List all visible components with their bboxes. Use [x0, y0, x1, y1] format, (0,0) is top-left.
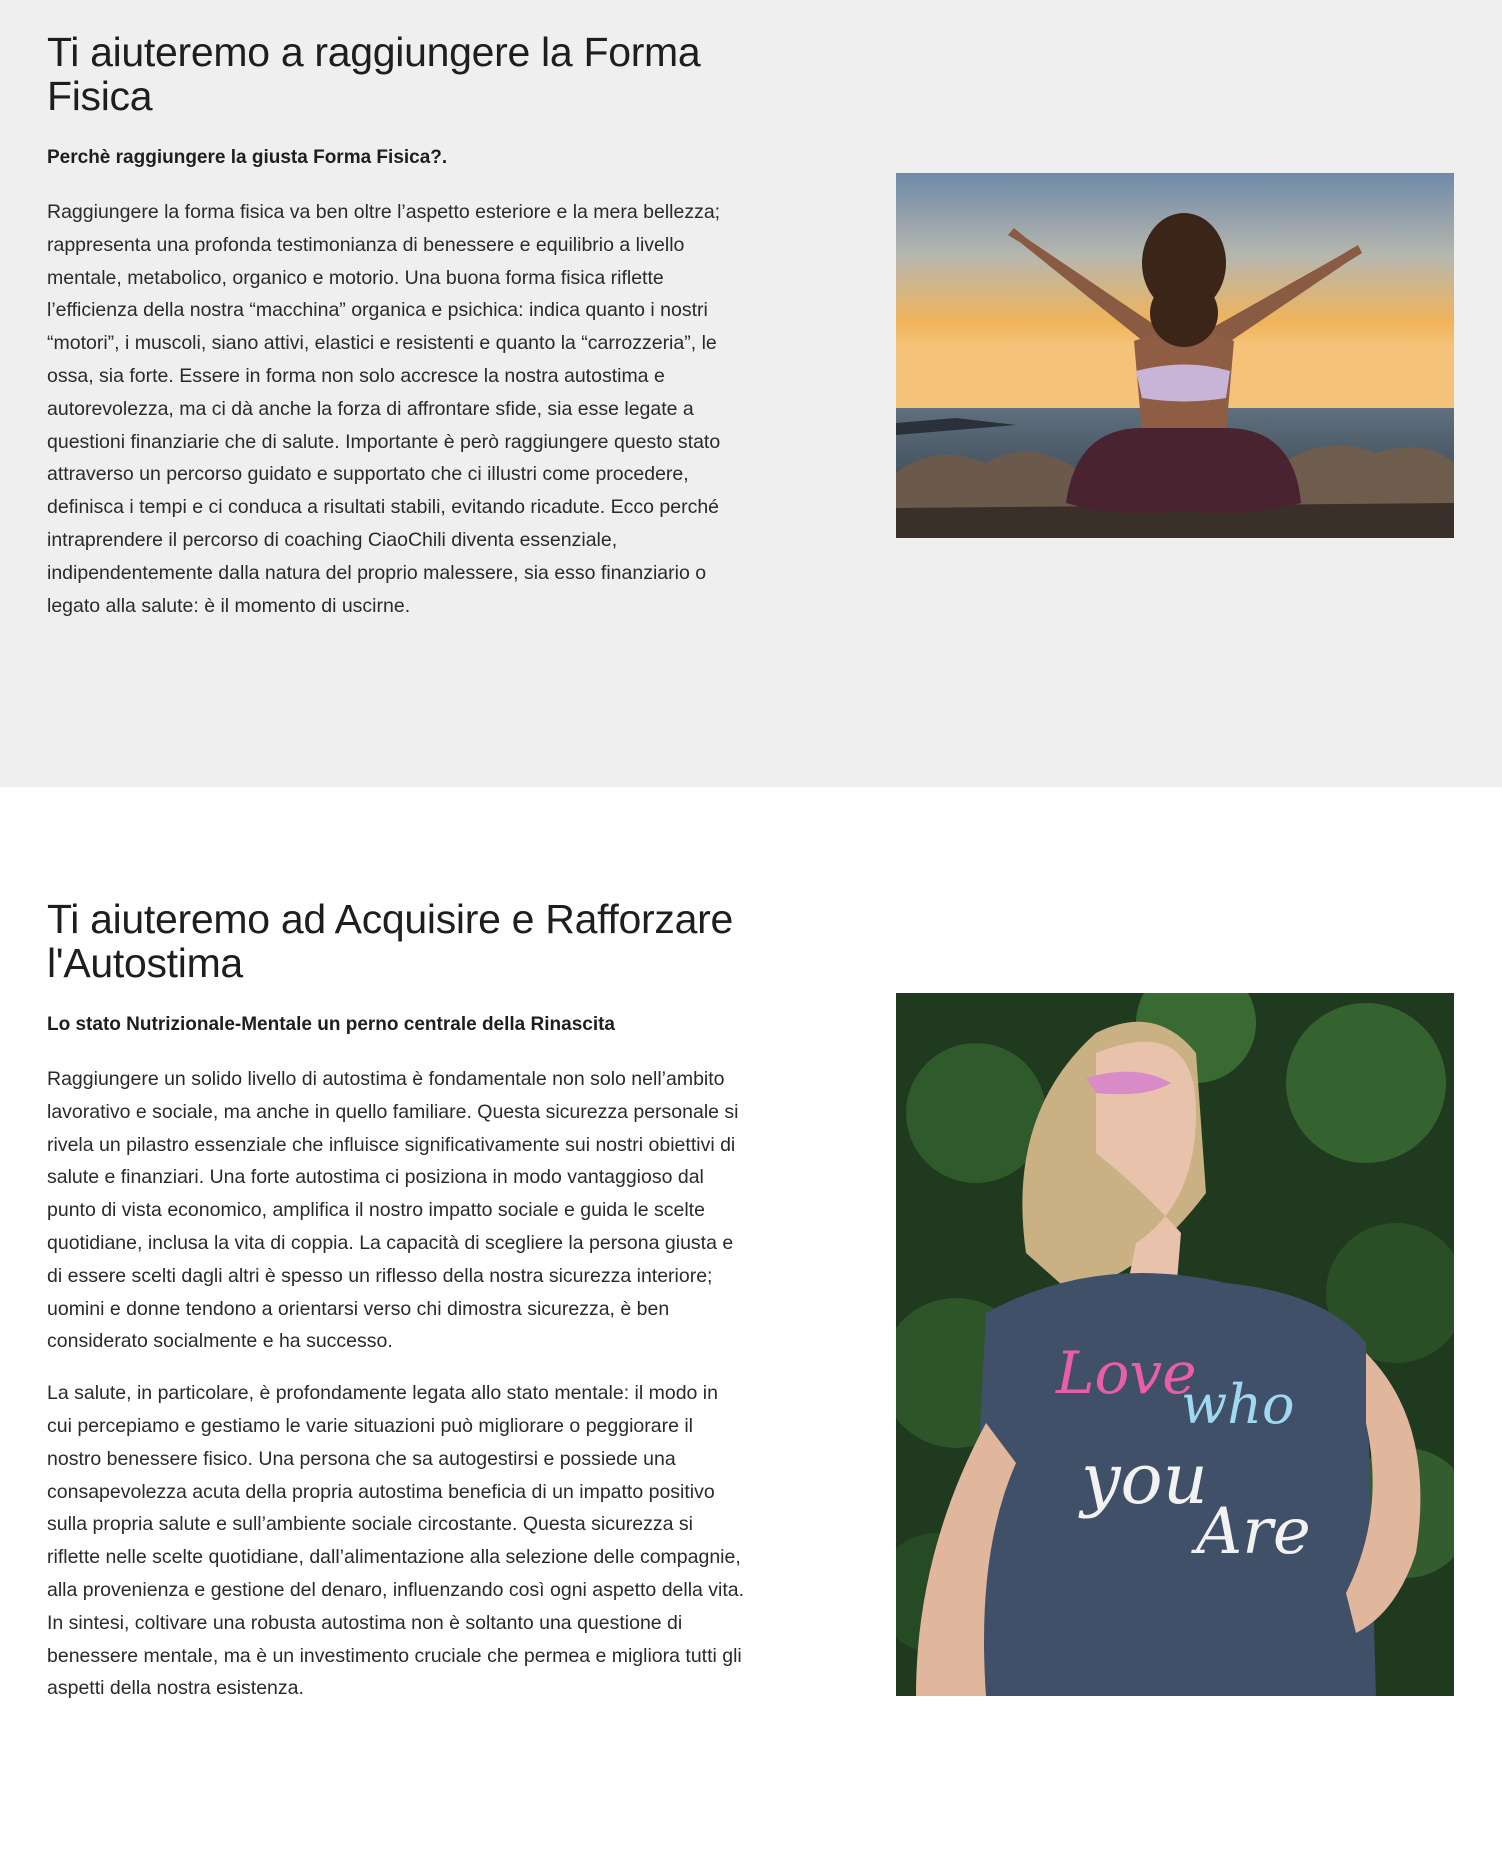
shirt-word-are: Are — [1196, 1495, 1311, 1569]
shirt-word-who: who — [1181, 1373, 1295, 1436]
shirt-word-you: you — [1081, 1438, 1208, 1520]
section-text-column — [47, 30, 747, 641]
section-forma-fisica — [0, 0, 1502, 787]
section-text-column — [47, 897, 747, 1724]
yoga-sunset-photo — [896, 173, 1454, 538]
section-autostima — [0, 787, 1502, 1858]
section-title: Ti aiuteremo ad Acquisire e Rafforzare l'Autostima — [47, 896, 733, 986]
section-subtitle: Perchè raggiungere la giusta Forma Fisica?. — [47, 147, 448, 168]
shirt-word-love: Love — [1056, 1339, 1197, 1407]
yoga-sunset-illustration — [896, 173, 1454, 538]
child-illustration — [896, 993, 1454, 1696]
section-paragraph: La salute, in particolare, è profondamente legata allo stato mentale: il modo in cui percepiamo e gestiamo le varie situazioni può migliorare o peggiorare il nostro benessere fisico. Una persona che sa autogestirsi e possiede una consapevolezza acuta della propria autostima beneficia di un impatto positivo sulla propria salute e sull’ambiente sociale circostante. Questa sicurezza si riflette nelle scelte quotidiane, dall’alimentazione alla selezione delle compagnie, alla provenienza e gestione del denaro, influenzando così ogni aspetto della vita. In sintesi, coltivare una robusta autostima non è soltanto una questione di benessere mentale, ma è un investimento cruciale che permea e migliora tutti gli aspetti della nostra esistenza. — [47, 1382, 745, 1700]
child-love-who-you-are-photo — [896, 993, 1454, 1696]
section-subtitle: Lo stato Nutrizionale-Mentale un perno centrale della Rinascita — [47, 1014, 615, 1035]
section-paragraph: Raggiungere la forma fisica va ben oltre l’aspetto esteriore e la mera bellezza; rappresenta una profonda testimonianza di benessere e equilibrio a livello mentale, metabolico, organico e motorio. Una buona forma fisica riflette l’efficienza della nostra “macchina” organica e psichica: indica quanto i nostri “motori”, i muscoli, siano attivi, elastici e resistenti e quanto la “carrozzeria”, le ossa, sia forte. Essere in forma non solo accresce la nostra autostima e autorevolezza, ma ci dà anche la forza di affrontare sfide, sia esse legate a questioni finanziarie che di salute. Importante è però raggiungere questo stato attraverso un percorso guidato e supportato che ci illustri come procedere, definisca i tempi e ci conduca a risultati stabili, evitando ricadute. Ecco perché intraprendere il percorso di coaching CiaoChili diventa essenziale, indipendentemente dalla natura del proprio malessere, sia esso finanziario o legato alla salute: è il momento di uscirne. — [47, 201, 721, 617]
section-paragraph: Raggiungere un solido livello di autostima è fondamentale non solo nell’ambito lavorativo e sociale, ma anche in quello familiare. Questa sicurezza personale si rivela un pilastro essenziale che influisce significativamente sui nostri obiettivi di salute e finanziari. Una forte autostima ci posiziona in modo vantaggioso dal punto di vista economico, amplifica il nostro impatto sociale e guida le scelte quotidiane, inclusa la vita di coppia. La capacità di scegliere la persona giusta e di essere scelti dagli altri è spesso un riflesso della nostra sicurezza interiore; uomini e donne tendono a orientarsi verso chi dimostra sicurezza, è ben considerato socialmente e ha successo. — [47, 1068, 739, 1353]
section-title: Ti aiuteremo a raggiungere la Forma Fisica — [47, 29, 701, 119]
